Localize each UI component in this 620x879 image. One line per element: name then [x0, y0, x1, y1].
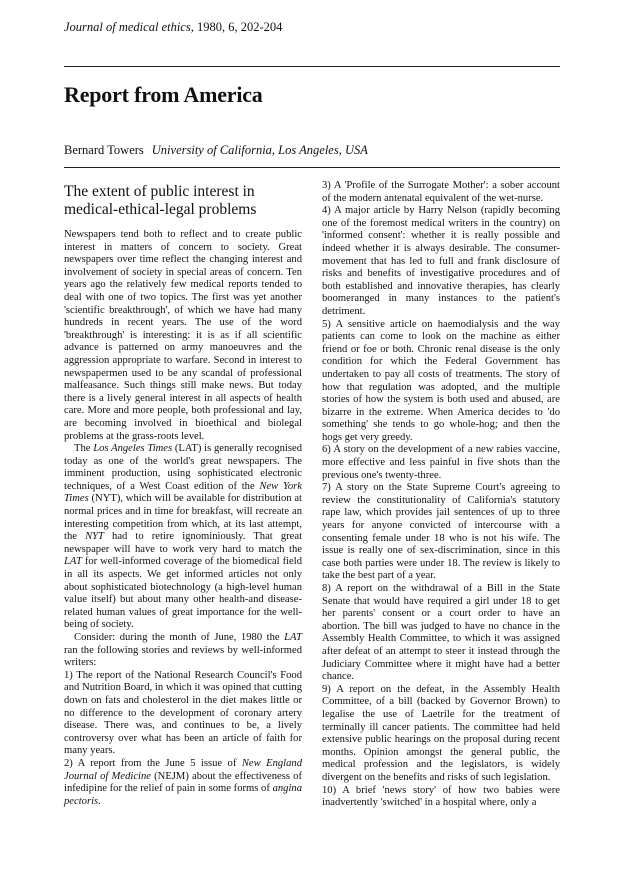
list-item-4: 4) A major article by Harry Nelson (rapidly becoming one of the foremost medical writers in the country) on 'informed consent': whether it is really possible and indeed whether it is always desirable. The consumer-movement that has led to full and frank disclosure of risks and benefits of investigative procedures and of both established and innovative therapies, has clearly boomeranged in many instances to the patient's detriment.	[322, 205, 560, 317]
paragraph-lat: The Los Angeles Times (LAT) is generally recognised today as one of the world's great newspapers. The imminent production, using sophisticated electronic techniques, of a West Coast edition of the New York Times (NYT), which will be available for distribution at normal prices and in time for breakfast, will recreate an interesting competition from which, at its last attempt, the NYT had to retire ignominiously. That great newspaper will have to work very hard to match the LAT for well-informed coverage of the biomedical field in all its aspects. We get informed articles not only about sophisticated biotechnology (a high-level human value itself) but about many other health-and disease-related human values of great importance for the well-being of society.	[64, 443, 303, 631]
list-item-10: 10) A brief 'news story' of how two babies were inadvertently 'switched' in a hospital where, only a	[322, 784, 560, 809]
report-title: Report from America	[64, 82, 263, 107]
paragraph-intro: Newspapers tend both to reflect and to create public interest in matters of concern to society. Great newspapers over time reflect the changing interest and involvement of society in special areas of concern. Ten years ago the relatively few medical reports tended to deal with one of two topics. The first was yet another 'scientific breakthrough', of which we have had many hundreds in recent years. The use of the word 'breakthrough' is interesting: it is as if all scientific advance is patterned on army manoeuvres and the aggression appropriate to warfare. Second in interest to newspapermen used to be any scandal of professional malfeasance. Such things still make news. But today there is a lively general interest in all aspects of health care. More and more people, both professional and lay, are becoming involved in bioethical and biolegal problems at the grass-roots level.	[64, 229, 302, 442]
volume-info: 1980, 6, 202-204	[193, 20, 283, 34]
right-column	[322, 180, 560, 810]
paragraph-consider: Consider: during the month of June, 1980 the LAT ran the following stories and reviews by well-informed writers:	[64, 632, 302, 669]
section-title: The extent of public interest in medical-ethical-legal problems	[64, 183, 257, 218]
author-name: Bernard Towers	[64, 143, 144, 157]
list-item-2: 2) A report from the June 5 issue of New England Journal of Medicine (NEJM) about the effectiveness of infedipine for the relief of pain in some forms of angina pectoris.	[64, 757, 302, 807]
list-item-8: 8) A report on the withdrawal of a Bill in the State Senate that would have required a girl under 18 to get her parents' consent or a court order to have an abortion. The bill was judged to have no chance in the Assembly Health Committee, to which it was assigned after defeat of an attempt to steer it instead through the Judiciary Committee where it might have had a better chance.	[322, 583, 560, 683]
author-affiliation: University of California, Los Angeles, USA	[151, 143, 368, 157]
list-item-1: 1) The report of the National Research Council's Food and Nutrition Board, in which it was opined that cutting down on fats and cholesterol in the diet makes little or no difference to the development of coronary artery disease. There was, and continues to be, a lively controversy over what has been an article of faith for many years.	[64, 669, 302, 757]
journal-name: Journal of medical ethics,	[64, 20, 194, 34]
left-column	[64, 180, 302, 808]
list-item-5: 5) A sensitive article on haemodialysis and the way patients can come to look on the machine as either friend or foe or both. Chronic renal disease is the only condition for which the Federal Government has undertaken to pay all costs of treatments. The story of how that regulation was adopted, and the multiple stories of how the system is both used and abused, are bizarre in the extreme. When America decides to 'do something' she tends to go whole-hog; and then the hogs get very greedy.	[322, 318, 560, 443]
running-header	[64, 20, 282, 35]
top-rule	[64, 66, 560, 67]
list-item-6: 6) A story on the development of a new rabies vaccine, more effective and less painful in five shots than the previous one's twenty-three.	[322, 444, 560, 481]
list-item-7: 7) A story on the State Supreme Court's agreeing to review the constitutionality of California's statutory rape law, which provides jail sentences of up to three years for anyone convicted of intercourse with a consenting female under 18 who is not his wife. The issue is really one of sex-discrimination, since in this case both parties were under 18. The review is likely to take the best part of a year.	[322, 482, 560, 582]
list-item-9: 9) A report on the defeat, in the Assembly Health Committee, of a bill (backed by Governor Brown) to legalise the use of Laetrile for the treatment of terminally ill cancer patients. The committee had held extensive public hearings on the proposal during recent months. Opinion amongst the general public, the medical profession and the legislators, is widely divergent on the benefits and risks of such legislation.	[322, 683, 560, 783]
byline	[64, 143, 368, 158]
byline-rule	[64, 167, 560, 168]
list-item-3: 3) A 'Profile of the Surrogate Mother': a sober account of the modern antenatal equivalent of the wet-nurse.	[322, 180, 560, 204]
